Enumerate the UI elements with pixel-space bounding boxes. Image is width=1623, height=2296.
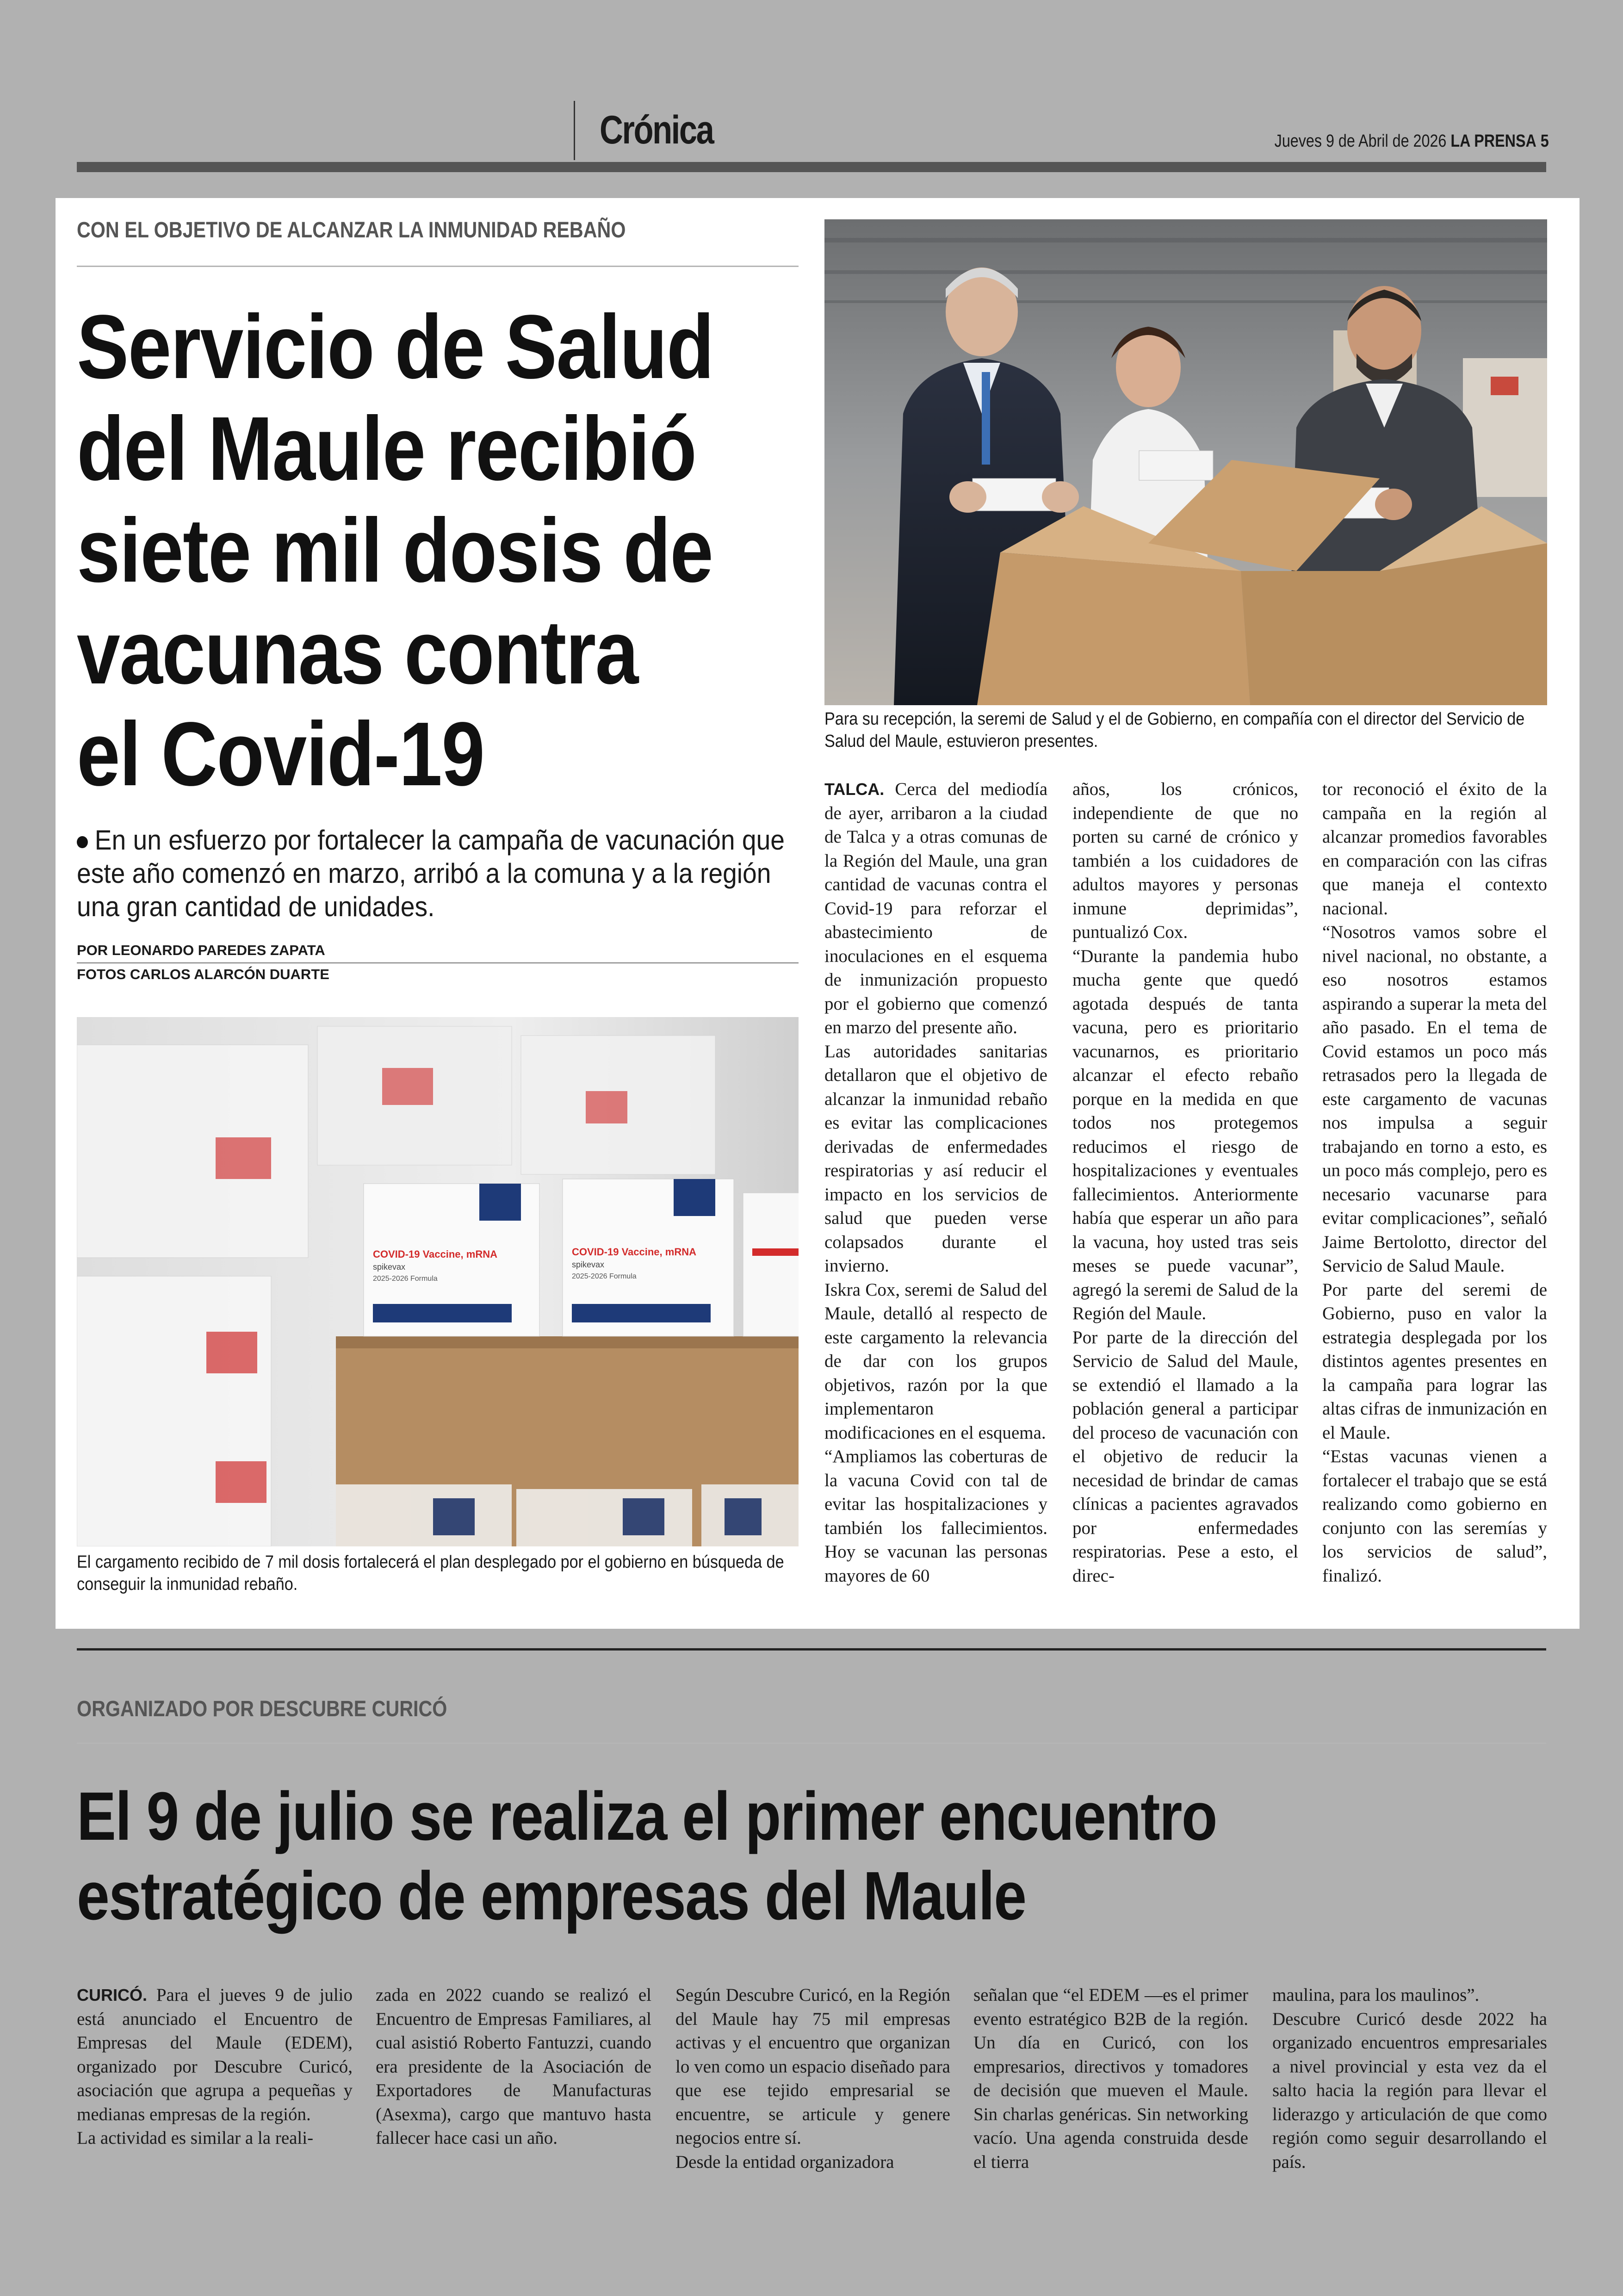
dateline-lead: CURICÓ. xyxy=(77,1986,147,2004)
carton-brand: spikevax xyxy=(373,1262,406,1272)
carton-label: COVID-19 Vaccine, mRNA xyxy=(572,1246,696,1258)
headline-line: Servicio de Salud xyxy=(77,296,713,397)
paragraph: señalan que “el EDEM —es el primer evento estratégico B2B de la región. Un día en Curicó, con los empresarios, directivos y tomadores de decisión que mueven el Maule. Sin charlas genéricas. Sin networking vacío. Una agenda construida desde el tierra xyxy=(973,1985,1248,2172)
byline-rule xyxy=(77,962,799,963)
article2-column-3 xyxy=(675,1983,950,2174)
paragraph: Según Descubre Curicó, en la Región del Maule hay 75 mil empresas activas y el encuentro que organizan lo ven como un espacio diseñado para que ese tejido empresarial se encuentre, se articule y genere negocios entre sí. xyxy=(675,1985,950,2148)
article1-column-3 xyxy=(1322,777,1547,1588)
paragraph: tor reconoció el éxito de la campaña en la región al alcanzar promedios favorables en comparación con las cifras que maneja el contexto nacional. xyxy=(1322,779,1547,918)
article2-column-2 xyxy=(376,1983,651,2150)
header-dateline xyxy=(1275,131,1549,151)
paragraph: Desde la entidad organizadora xyxy=(675,2152,894,2172)
headline-line: estratégico de empresas del Maule xyxy=(77,1858,1026,1934)
paragraph: “Durante la pandemia hubo mucha gente que quedó agotada después de tanta vacuna, pero es prioritario vacunarnos, es prioritario alcanzar el efecto rebaño porque en la medida en que todos nos protegemos reducimos el riesgo de hospitalizaciones y eventuales fallecimientos. Anteriormente había que esperar un año para la vacuna, hoy usted tras seis meses se puede vacunar”, agregó la seremi de Salud de la Región del Maule. xyxy=(1072,946,1298,1323)
paragraph: Las autoridades sanitarias detallaron que el objetivo de alcanzar la inmunidad rebaño es evitar las complicaciones derivadas de enfermedades respiratorias y así reducir el impacto en los servicios de salud que pueden verse colapsados durante el invierno. xyxy=(824,1041,1047,1276)
article1-column-1 xyxy=(824,777,1047,1588)
paragraph: La actividad es similar a la reali- xyxy=(77,2128,314,2148)
article2-column-5 xyxy=(1272,1983,1547,2174)
carton-formula: 2025-2026 Formula xyxy=(373,1275,438,1283)
headline-line: siete mil dosis de xyxy=(77,500,713,601)
kicker-rule xyxy=(77,266,799,267)
header-date: Jueves 9 de Abril de 2026 xyxy=(1274,131,1447,151)
article2-headline xyxy=(77,1777,1509,1936)
vaccine-boxes-illustration xyxy=(77,1017,799,1546)
officials-illustration xyxy=(824,219,1547,705)
paragraph: Para el jueves 9 de julio está anunciado el Encuentro de Empresas del Maule (EDEM), organizado por Descubre Curicó, asociación que agrupa a pequeñas y medianas empresas de la región. xyxy=(77,1985,353,2124)
paragraph: maulina, para los maulinos”. xyxy=(1272,1985,1480,2005)
paragraph: zada en 2022 cuando se realizó el Encuentro de Empresas Familiares, al cual asistió Roberto Fantuzzi, cuando era presidente de la Asociación de Exportadores de Manufacturas (Asexma), cargo que mantuvo hasta fallecer hace casi un año. xyxy=(376,1985,651,2148)
paragraph: Por parte del seremi de Gobierno, puso en valor la estrategia desplegada por los distintos agentes presentes en la campaña para lograr las altas cifras de inmunización en el Maule. xyxy=(1322,1279,1547,1443)
article1-column-2 xyxy=(1072,777,1298,1588)
article2-kicker: ORGANIZADO POR DESCUBRE CURICÓ xyxy=(77,1697,447,1721)
deck-text: En un esfuerzo por fortalecer la campaña de vacunación que este año comenzó en marzo, arribó a la comuna y a la región una gran cantidad de unidades. xyxy=(77,825,785,922)
byline-author: POR LEONARDO PAREDES ZAPATA xyxy=(77,942,325,958)
headline-line: del Maule recibió xyxy=(77,398,696,499)
header-bar xyxy=(77,162,1546,172)
article2-column-4 xyxy=(973,1983,1248,2174)
article1-headline xyxy=(77,296,801,805)
headline-line: el Covid-19 xyxy=(77,703,484,805)
byline-photos: FOTOS CARLOS ALARCÓN DUARTE xyxy=(77,966,329,982)
bullet-icon xyxy=(77,836,88,848)
headline-line: vacunas contra xyxy=(77,602,638,703)
photo2-caption: El cargamento recibido de 7 mil dosis fortalecerá el plan desplegado por el gobierno en búsqueda de conseguir la inmunidad rebaño. xyxy=(77,1552,784,1594)
header-paper: LA PRENSA xyxy=(1450,131,1537,151)
carton-brand: spikevax xyxy=(572,1260,605,1269)
paragraph: años, los crónicos, independiente de que no porten su carné de crónico y también a los cuidadores de adultos mayores y personas inmune deprimidas”, puntualizó Cox. xyxy=(1072,779,1298,942)
article2-column-1 xyxy=(77,1983,353,2150)
officials-photo xyxy=(824,219,1547,705)
kicker-rule xyxy=(77,1743,1546,1744)
article1-deck xyxy=(77,824,800,924)
paragraph: Iskra Cox, seremi de Salud del Maule, detalló al respecto de este cargamento la relevancia de dar con los grupos objetivos, razón por la que implementaron modificaciones en el esquema. xyxy=(824,1279,1047,1443)
carton-formula: 2025-2026 Formula xyxy=(572,1272,637,1280)
vaccine-boxes-photo xyxy=(77,1017,799,1546)
header-page-number: 5 xyxy=(1541,131,1549,151)
article1-kicker: CON EL OBJETIVO DE ALCANZAR LA INMUNIDAD REBAÑO xyxy=(77,218,626,242)
header-divider xyxy=(574,101,575,160)
section-rule xyxy=(77,1648,1546,1651)
paragraph: “Estas vacunas vienen a fortalecer el trabajo que se está realizando como gobierno en conjunto con las seremías y los servicios de salud”, finalizó. xyxy=(1322,1446,1547,1586)
paragraph: “Nosotros vamos sobre el nivel nacional, no obstante, a eso nosotros estamos aspirando a superar la meta del año pasado. En el tema de Covid estamos un poco más retrasados pero la llegada de este cargamento de vacunas nos impulsa a seguir trabajando en torno a esto, es un poco más complejo, pero es necesario vacunarse para evitar complicaciones”, señaló Jaime Bertolotto, director del Servicio de Salud Maule. xyxy=(1322,922,1547,1276)
section-title: Crónica xyxy=(600,108,713,152)
photo1-caption: Para su recepción, la seremi de Salud y el de Gobierno, en compañía con el director del Servicio de Salud del Maule, estuvieron presentes. xyxy=(824,709,1525,751)
dateline-lead: TALCA. xyxy=(824,780,885,799)
paragraph: “Ampliamos las coberturas de la vacuna Covid con tal de evitar las hospitalizaciones y también los fallecimientos. Hoy se vacunan las personas mayores de 60 xyxy=(824,1446,1047,1586)
carton-label: COVID-19 Vaccine, mRNA xyxy=(373,1248,497,1260)
headline-line: El 9 de julio se realiza el primer encuentro xyxy=(77,1778,1217,1855)
paragraph: Cerca del mediodía de ayer, arribaron a la ciudad de Talca y a otras comunas de la Región del Maule, una gran cantidad de vacunas contra el Covid-19 para reforzar el abastecimiento de inoculaciones en el esquema de inmunización propuesto por el gobierno que comenzó en marzo del presente año. xyxy=(824,779,1048,1037)
paragraph: Descubre Curicó desde 2022 ha organizado encuentros empresariales a nivel provincial y esta vez da el salto hacia la región para llevar el liderazgo y articulación de que como región como seguir desarrollando el país. xyxy=(1272,2009,1547,2172)
paragraph: Por parte de la dirección del Servicio de Salud del Maule, se extendió el llamado a la población general a participar del proceso de vacunación con el objetivo de reducir la necesidad de brindar de camas clínicas a pacientes agravados por enfermedades respiratorias. Pese a esto, el direc- xyxy=(1072,1327,1298,1586)
